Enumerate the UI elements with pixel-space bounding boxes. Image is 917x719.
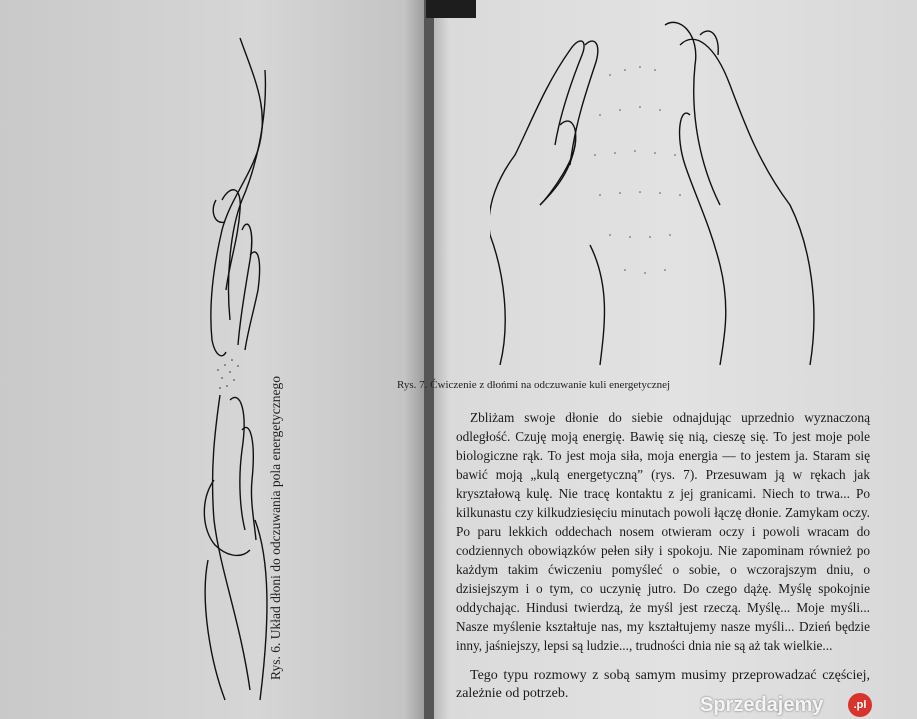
figure-6-caption: Rys. 6. Układ dłoni do odczuwania pola energetycznego [268, 375, 283, 680]
body-text [456, 408, 870, 703]
watermark-text: Sprzedajemy [700, 694, 824, 716]
paragraph: Tego typu rozmowy z sobą samym musimy przeprowadzać częściej, zależnie od potrzeb. [456, 668, 870, 701]
figure-7-caption: Rys. 7. Ćwiczenie z dłońmi na odczuwanie kuli energetycznej [397, 379, 671, 391]
figure-7-hands-illustration [490, 5, 830, 375]
paragraph: Zbliżam swoje dłonie do siebie odnajdując uprzednio wyznaczoną odległość. Czuję moją energię. Bawię się nią, cieszę się. To jest moje pole biologiczne rąk. To jest moja siła, moja energia — to jestem ja. Staram się bawić moją „kulą energetyczną” (rys. 7). Przesuwam ją w rękach jak kryształową kulę. Nie tracę kontaktu z jej granicami. Niech to trwa... Po kilkunastu czy kilkudziesięciu minutach powoli łączę dłonie. Zamykam oczy. Po paru lekkich oddechach nosem otwieram oczy i powoli wracam do codziennych obowiązków pełen siły i spokoju. Nie zapominam również po każdym takim ćwiczeniu pomyśleć o sobie, o wczorajszym dniu, o dzisiejszym i o tym, co uczynię jutro. Do czego dążę. Myślę spokojnie oddychając. Hindusi twierdzą, że myśl jest rzeczą. Myślę... Moje myśli... Nasze myślenie kształtuje nas, my kształtujemy nasze myśli... Dzień będzie inny, jaśniejszy, lepsi są ludzie..., trudności dnia nie są aż tak wielkie... [456, 410, 870, 653]
background-gap [426, 0, 476, 18]
watermark-badge: .pl [848, 693, 872, 717]
